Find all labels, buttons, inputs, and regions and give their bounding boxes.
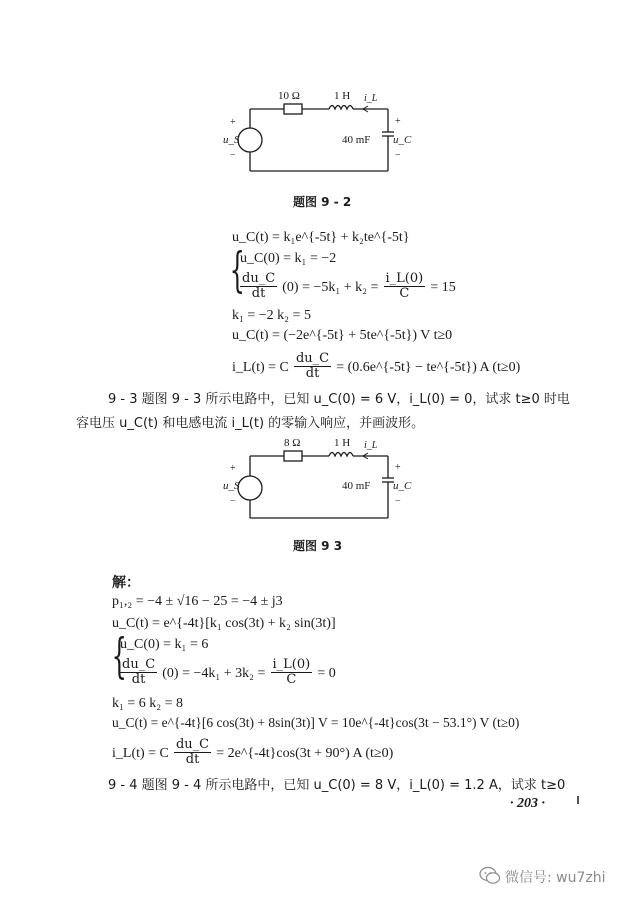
sol1-line1: u_C(t) = k₁e^{-5t} + k₂te^{-5t} [232,230,410,245]
sol1-line6: i_L(t) = C $\frac{du\_C}{dt}$ = (0.6e^{-5t} − te^{-5t}) A (t≥0) [232,351,521,381]
inductor-label-2: 1 H [334,437,351,449]
current-label: i_L [364,93,378,104]
sol2-line5: k₁ = 6 k₂ = 8 [112,696,184,711]
sol2-line6: u_C(t) = e^{-4t}[6 cos(3t) + 8sin(3t)] V = 10e^{-4t}cos(3t − 53.1°) V (t≥0) [112,715,520,730]
sol2-line1: p₁,₂ = −4 ± √16 − 25 = −4 ± j3 [112,594,283,609]
sol2-brace: { [111,628,127,684]
page-number: · 203 · [510,796,545,811]
source-label-2: u_S [223,480,240,492]
uc-label-2: u_C [393,480,412,492]
source-label: u_S [223,134,240,146]
inductor-symbol [329,106,353,110]
sol2-line4: $\frac{du\_C}{dt}$ (0) = −4k₁ + 3k₂ = $\frac{i\_L(0)}{C}$ = 0 [122,657,336,687]
cap-minus-2: − [395,496,401,507]
resistor-symbol [284,451,302,461]
sol1-line4: k₁ = −2 k₂ = 5 [232,308,311,323]
capacitor-label-2: 40 mF [342,480,371,492]
solution-heading: 解： [112,575,140,591]
page-corner-mark [577,796,579,804]
resistor-label: 10 Ω [278,90,300,102]
sol2-line7: i_L(t) = C $\frac{du\_C}{dt}$ = 2e^{-4t}cos(3t + 90°) A (t≥0) [112,737,394,767]
problem-9-3-line2: 容电压 u_C(t) 和电感电流 i_L(t) 的零输入响应，并画波形。 [76,416,425,431]
source-minus: − [230,150,236,161]
figure-caption-9-3: 题图 9 3 [293,539,343,553]
cap-plus-2: + [395,462,401,473]
wechat-icon [479,866,501,890]
circuit-figure-9-3 [222,448,422,528]
voltage-source-symbol [238,476,262,500]
sol1-line2: u_C(0) = k₁ = −2 [240,251,337,266]
resistor-symbol [284,104,302,114]
inductor-symbol [329,453,353,457]
capacitor-label: 40 mF [342,134,371,146]
current-label-2: i_L [364,440,378,451]
figure-caption-9-2: 题图 9 - 2 [293,195,352,209]
sol1-line5: u_C(t) = (−2e^{-5t} + 5te^{-5t}) V t≥0 [232,328,453,343]
problem-9-3-line1: 9 - 3 题图 9 - 3 所示电路中，已知 u_C(0) = 6 V，i_L(0) = 0，试求 t≥0 时电 [108,392,570,407]
source-plus-2: + [230,463,236,474]
source-minus-2: − [230,496,236,507]
circuit-figure-9-2 [222,95,422,175]
sol1-line3: $\frac{du\_C}{dt}$ (0) = −5k₁ + k₂ = $\frac{i\_L(0)}{C}$ = 15 [242,271,456,301]
source-plus: + [230,117,236,128]
resistor-label-2: 8 Ω [284,437,301,449]
voltage-source-symbol [238,128,262,152]
uc-label: u_C [393,134,412,146]
sol1-brace: { [229,242,245,298]
sol2-line3: u_C(0) = k₁ = 6 [120,637,209,652]
cap-plus: + [395,116,401,127]
sol2-line2: u_C(t) = e^{-4t}[k₁ cos(3t) + k₂ sin(3t)] [112,616,336,631]
cap-minus: − [395,150,401,161]
inductor-label: 1 H [334,90,351,102]
watermark-text: 微信号: wu7zhi [505,870,606,886]
problem-9-4-line1: 9 - 4 题图 9 - 4 所示电路中，已知 u_C(0) = 8 V，i_L(0) = 1.2 A，试求 t≥0 [108,778,566,793]
